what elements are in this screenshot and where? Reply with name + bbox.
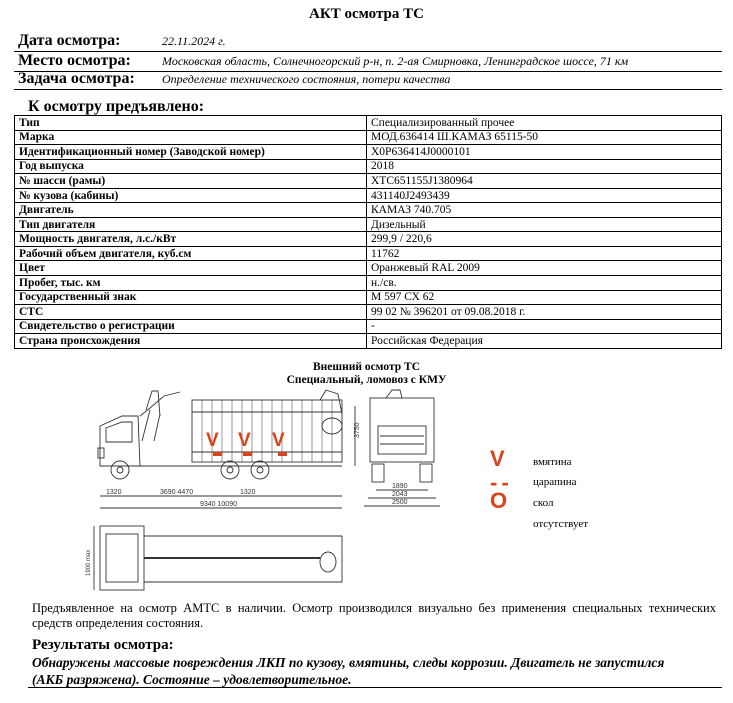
spec-key: Двигатель	[15, 203, 367, 218]
dimension-height-label: 3750	[354, 422, 361, 438]
spec-value: Специализированный прочее	[367, 116, 722, 131]
spec-key: Рабочий объем двигателя, куб.см	[15, 246, 367, 261]
dimension-track-label: 1890	[392, 483, 408, 490]
spec-row	[15, 145, 722, 160]
spec-key: Марка	[15, 130, 367, 145]
results-body: Обнаружены массовые повреждения ЛКП по кузову, вмятины, следы коррозии. Двигатель не запустился (АКБ разряжена). Состояние – удовлетворительное.	[32, 655, 665, 687]
meta-label: Место осмотра:	[18, 52, 131, 69]
dimension-rear-label: 1320	[240, 489, 256, 496]
spec-row	[15, 116, 722, 131]
spec-key: Идентификационный номер (Заводской номер)	[15, 145, 367, 160]
spec-value: н./св.	[367, 276, 722, 291]
presented-heading: К осмотру предъявлено:	[28, 98, 205, 115]
meta-label: Дата осмотра:	[18, 32, 121, 49]
dent-marker: V	[206, 430, 219, 451]
spec-row	[15, 319, 722, 334]
spec-key: Цвет	[15, 261, 367, 276]
spec-value: X0P636414J0000101	[367, 145, 722, 160]
spec-key: Свидетельство о регистрации	[15, 319, 367, 334]
scratch-marker	[243, 452, 252, 456]
document-title: АКТ осмотра ТС	[309, 6, 424, 22]
dent-legend-icon: V	[490, 446, 505, 471]
spec-row	[15, 290, 722, 305]
legend-label-dent: вмятина	[533, 456, 572, 468]
scratch-legend-icon: - -	[490, 470, 508, 495]
spec-value: 431140J2493439	[367, 188, 722, 203]
spec-key: Мощность двигателя, л.с./кВт	[15, 232, 367, 247]
spec-value: 299,9 / 220,6	[367, 232, 722, 247]
meta-value: 22.11.2024 г.	[162, 34, 226, 48]
spec-value: МОД.636414 Ш.КАМАЗ 65115-50	[367, 130, 722, 145]
spec-value: -	[367, 319, 722, 334]
dimension-width-label: 2043	[392, 491, 408, 498]
spec-row	[15, 159, 722, 174]
legend-label-scratch: царапина	[533, 476, 577, 488]
spec-key: Государственный знак	[15, 290, 367, 305]
spec-row	[15, 246, 722, 261]
meta-label: Задача осмотра:	[18, 70, 135, 87]
spec-row	[15, 276, 722, 291]
spec-row	[15, 232, 722, 247]
spec-key: Тип	[15, 116, 367, 131]
spec-key: Год выпуска	[15, 159, 367, 174]
spec-row	[15, 188, 722, 203]
chip-legend-icon: O	[490, 488, 508, 513]
spec-row	[15, 261, 722, 276]
legend-label-missing: отсутствует	[533, 518, 589, 530]
dent-marker: V	[272, 430, 285, 451]
spec-value: XTC651155J1380964	[367, 174, 722, 189]
truck-diagram	[80, 386, 480, 598]
spec-value: 11762	[367, 246, 722, 261]
spec-row	[15, 217, 722, 232]
spec-value: 2018	[367, 159, 722, 174]
spec-value: Оранжевый RAL 2009	[367, 261, 722, 276]
meta-row-task	[14, 70, 722, 90]
spec-value: Российская Федерация	[367, 334, 722, 349]
scratch-marker	[213, 452, 222, 456]
diagram-title-line2: Специальный, ломовоз с КМУ	[286, 374, 447, 386]
results-heading: Результаты осмотра:	[32, 637, 174, 653]
dimension-overall-width-label: 2500	[392, 499, 408, 506]
spec-value: КАМАЗ 740.705	[367, 203, 722, 218]
spec-value: 99 02 № 396201 от 09.08.2018 г.	[367, 305, 722, 320]
dimension-front-overhang-label: 1320	[106, 489, 122, 496]
spec-row	[15, 305, 722, 320]
spec-key: № шасси (рамы)	[15, 174, 367, 189]
inspection-paragraph: Предъявленное на осмотр АМТС в наличии. Осмотр производился визуально без применения специальных технических средств определения состояния.	[32, 601, 716, 630]
spec-key: Пробег, тыс. км	[15, 276, 367, 291]
meta-value: Московская область, Солнечногорский р-н, п. 2-ая Смирновка, Ленинградское шоссе, 71 км	[162, 54, 629, 68]
spec-value: М 597 СХ 62	[367, 290, 722, 305]
results-underline	[28, 687, 722, 688]
spec-row	[15, 130, 722, 145]
legend-label-chip: скол	[533, 497, 554, 509]
scratch-marker	[278, 452, 287, 456]
truck-front-view	[364, 390, 440, 506]
spec-key: № кузова (кабины)	[15, 188, 367, 203]
spec-row	[15, 174, 722, 189]
dent-marker: V	[238, 430, 251, 451]
dimension-length-label: 9340 10090	[200, 501, 237, 508]
meta-row-date	[14, 32, 722, 52]
dimension-wheelbase-label: 3690 4470	[160, 489, 194, 496]
dimension-crane-reach-label: 1900 max	[86, 549, 92, 576]
vehicle-spec-table	[14, 115, 722, 349]
meta-value: Определение технического состояния, потери качества	[162, 72, 451, 86]
diagram-title	[0, 361, 733, 387]
diagram-title-line1: Внешний осмотр ТС	[312, 361, 421, 373]
meta-row-place	[14, 52, 722, 72]
truck-top-view	[86, 526, 342, 590]
spec-row	[15, 203, 722, 218]
spec-key: Тип двигателя	[15, 217, 367, 232]
spec-key: СТС	[15, 305, 367, 320]
spec-value: Дизельный	[367, 217, 722, 232]
truck-side-view	[98, 390, 361, 508]
spec-row	[15, 334, 722, 349]
spec-key: Страна происхождения	[15, 334, 367, 349]
